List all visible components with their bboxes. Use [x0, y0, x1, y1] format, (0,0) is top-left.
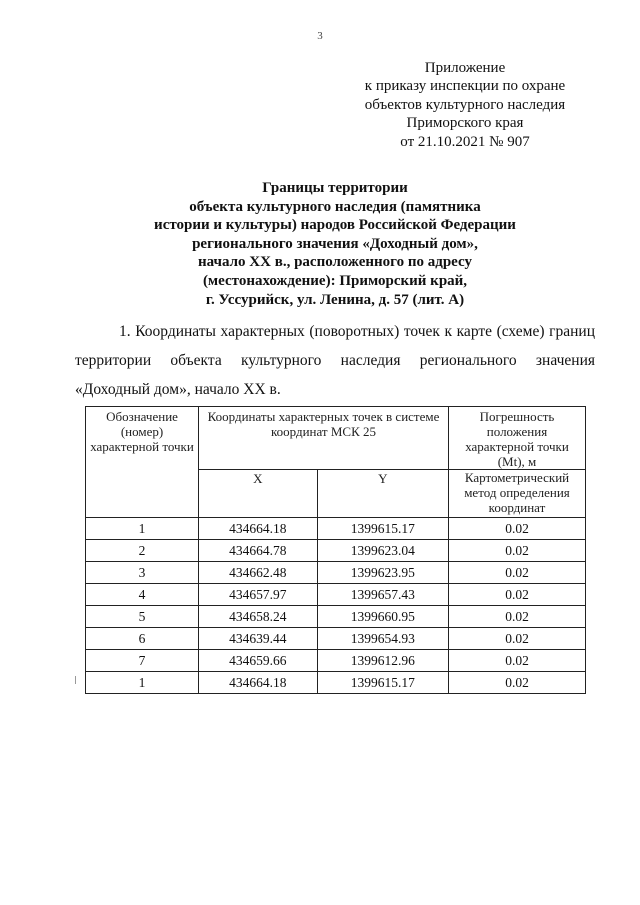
table-row — [86, 518, 586, 540]
cell-point: 2 — [86, 540, 199, 562]
cell-x: 434657.97 — [199, 584, 318, 606]
cell-point: 1 — [86, 518, 199, 540]
table-row — [86, 628, 586, 650]
cell-point: 1 — [86, 672, 199, 694]
cell-y: 1399623.95 — [317, 562, 448, 584]
cell-x: 434664.18 — [199, 518, 318, 540]
table-row — [86, 650, 586, 672]
cell-x: 434664.18 — [199, 672, 318, 694]
appendix-line: Приложение — [424, 60, 506, 76]
cell-error: 0.02 — [449, 606, 586, 628]
title-line: объекта культурного наследия (памятника — [189, 198, 481, 215]
appendix-line: объектов культурного наследия — [364, 96, 566, 113]
title-line: Границы территории — [262, 180, 408, 196]
title-line: регионального значения «Доходный дом», — [192, 235, 478, 252]
cell-x: 434639.44 — [199, 628, 318, 650]
cell-point: 3 — [86, 562, 199, 584]
table-row — [86, 606, 586, 628]
paragraph-line: 1. Координаты характерных (поворотных) точек к карте (схеме) границ — [119, 323, 595, 340]
cell-error: 0.02 — [449, 540, 586, 562]
title-line: начало XX в., расположенного по адресу — [198, 254, 472, 271]
paragraph-line: «Доходный дом», начало XX в. — [75, 381, 281, 398]
table-row — [86, 584, 586, 606]
table-header-row — [86, 407, 586, 470]
table-row — [86, 540, 586, 562]
title-line: истории и культуры) народов Российской Федерации — [154, 217, 516, 234]
cell-error: 0.02 — [449, 518, 586, 540]
cell-y: 1399623.04 — [317, 540, 448, 562]
cell-y: 1399612.96 — [317, 650, 448, 672]
coordinates-table — [85, 406, 586, 694]
cell-y: 1399615.17 — [317, 518, 448, 540]
cell-error: 0.02 — [449, 650, 586, 672]
cell-point: 7 — [86, 650, 199, 672]
margin-mark — [75, 676, 76, 684]
document-title — [70, 179, 600, 309]
header-x: X — [199, 470, 318, 518]
cell-error: 0.02 — [449, 628, 586, 650]
header-error: Погрешность положения характерной точки (Mt), м — [449, 407, 586, 470]
table-row — [86, 672, 586, 694]
appendix-line: к приказу инспекции по охране — [364, 78, 566, 95]
table-row — [86, 562, 586, 584]
cell-y: 1399654.93 — [317, 628, 448, 650]
appendix-line: Приморского края — [406, 115, 524, 132]
cell-x: 434658.24 — [199, 606, 318, 628]
cell-y: 1399660.95 — [317, 606, 448, 628]
title-line: (местонахождение): Приморский край, — [202, 272, 468, 289]
header-designation: Обозначение (номер) характерной точки — [86, 407, 199, 518]
cell-error: 0.02 — [449, 672, 586, 694]
cell-x: 434664.78 — [199, 540, 318, 562]
cell-x: 434662.48 — [199, 562, 318, 584]
appendix-block — [330, 59, 600, 151]
intro-paragraph — [75, 317, 595, 404]
cell-error: 0.02 — [449, 562, 586, 584]
cell-error: 0.02 — [449, 584, 586, 606]
paragraph-line: территории объекта культурного наследия регионального значения — [75, 352, 595, 369]
page-number: 3 — [317, 30, 323, 42]
title-line: г. Уссурийск, ул. Ленина, д. 57 (лит. А) — [205, 291, 465, 308]
cell-y: 1399615.17 — [317, 672, 448, 694]
header-coordinates: Координаты характерных точек в системе координат МСК 25 — [199, 407, 449, 470]
cell-y: 1399657.43 — [317, 584, 448, 606]
cell-point: 5 — [86, 606, 199, 628]
cell-point: 4 — [86, 584, 199, 606]
header-method: Картометрический метод определения координат — [449, 470, 586, 518]
cell-x: 434659.66 — [199, 650, 318, 672]
appendix-line: от 21.10.2021 № 907 — [400, 133, 530, 150]
header-y: Y — [317, 470, 448, 518]
cell-point: 6 — [86, 628, 199, 650]
